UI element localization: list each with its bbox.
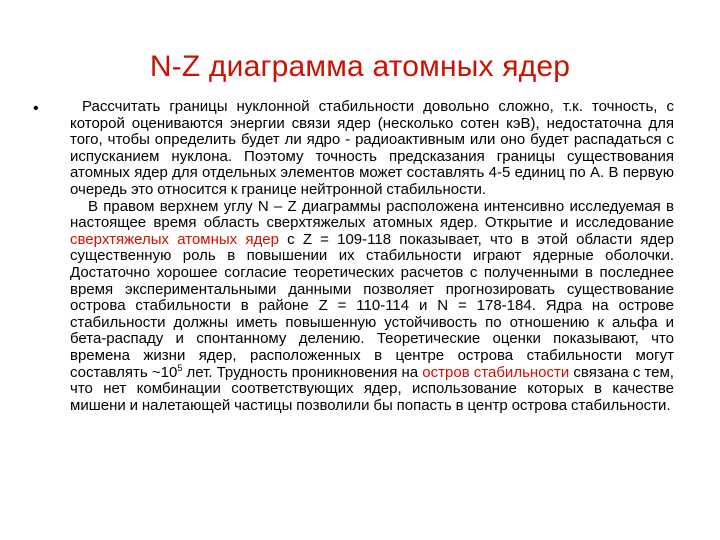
paragraph-superheavy-nuclei — [70, 199, 674, 415]
slide-body — [70, 99, 674, 414]
highlight-superheavy-nuclei: сверхтяжелых атомных ядер — [70, 230, 279, 248]
paragraph2-text-4: связана с тем, что нет комбинации соответствующих ядер, использование которых в качестве мишени и налетающей частицы позволили бы попасть в центр острова стабильности. — [70, 363, 674, 414]
paragraph2-text-3: лет. Трудность проникновения на — [182, 363, 423, 381]
bullet-icon: • — [33, 100, 39, 117]
exponent-superscript: 5 — [177, 362, 183, 373]
paragraph2-text-2: с Z = 109-118 показывает, что в этой области ядер существенную роль в повышении их стабильности играют ядерные оболочки. Достаточно хорошее согласие теоретических расчетов с полученными в последнее время экспериментальными данными позволяет прогнозировать существование острова стабильности в районе Z = 110-114 и N = 178-184. Ядра на острове стабильности должны иметь повышенную устойчивость по отношению к альфа и бета-распаду и спонтанному делению. Теоретические оценки показывают, что времена жизни ядер, расположенных в центре острова стабильности могут составлять ~10 — [70, 230, 674, 381]
highlight-island-of-stability: остров стабильности — [422, 363, 570, 381]
slide-title: N-Z диаграмма атомных ядер — [149, 50, 571, 83]
paragraph-stability-limits: Рассчитать границы нуклонной стабильности довольно сложно, т.к. точность, с которой оцениваются энергии связи ядер (несколько сотен кэВ), недостаточна для того, чтобы определить будет ли ядро - радиоактивным или оно будет распадаться с испусканием нуклона. Поэтому точность предсказания границы существования атомных ядер для отдельных элементов может составлять 4-5 единиц по А. В первую очередь это относится к границе нейтронной стабильности. — [70, 98, 674, 198]
paragraph2-text-1: В правом верхнем углу N – Z диаграммы расположена интенсивно исследуемая в настоящее время область сверхтяжелых атомных ядер. Открытие и исследование — [70, 197, 674, 232]
